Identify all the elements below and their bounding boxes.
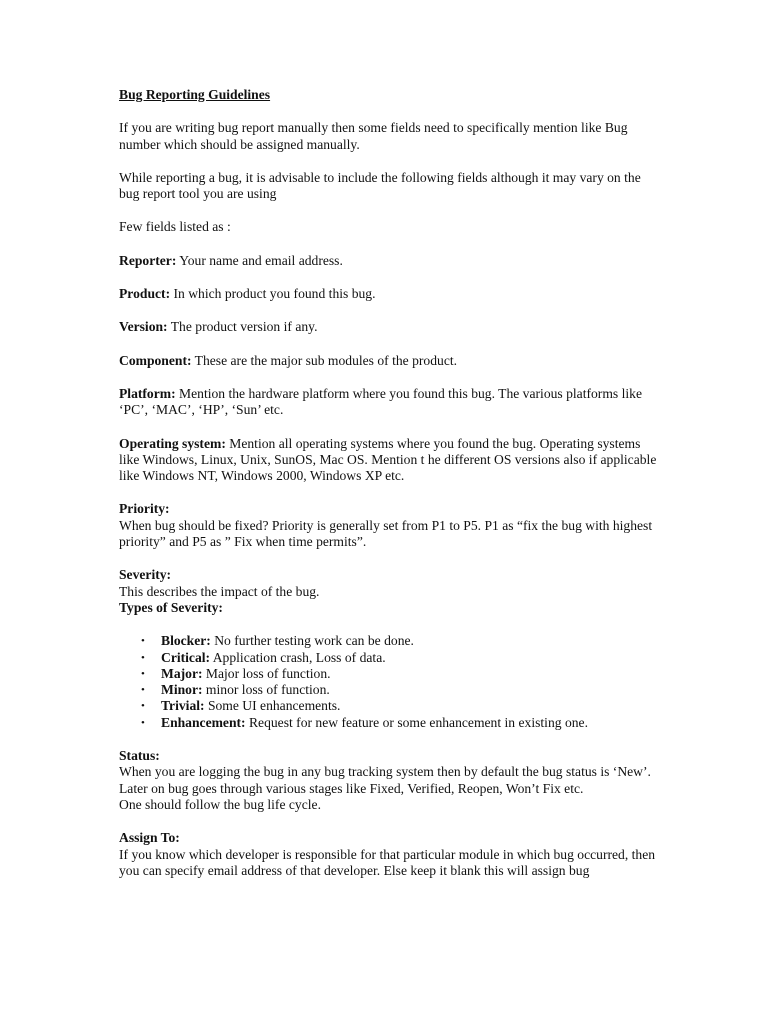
document-title: Bug Reporting Guidelines — [119, 87, 271, 102]
bullet-icon: • — [141, 700, 145, 713]
field-platform — [119, 386, 659, 419]
item-text: Major loss of function. — [202, 665, 331, 681]
item-label: Critical: — [161, 649, 211, 665]
list-item — [119, 682, 659, 698]
item-text: Application crash, Loss of data. — [210, 649, 386, 665]
intro-paragraph-2: While reporting a bug, it is advisable to include the following fields although it may vary on the bug report tool you are using — [119, 169, 641, 202]
status-heading: Status: — [119, 748, 160, 764]
item-label: Enhancement: — [161, 714, 246, 730]
priority-text: When bug should be fixed? Priority is generally set from P1 to P5. P1 as “fix the bug with highest priority” and P5 as ” Fix when time permits”. — [119, 517, 653, 550]
list-item — [119, 633, 659, 649]
document-page — [119, 87, 659, 879]
intro-paragraph-1: If you are writing bug report manually then some fields need to specifically mention like Bug number which should be assigned manually. — [119, 120, 628, 152]
list-item — [119, 698, 659, 714]
field-component — [119, 353, 659, 369]
item-label: Trivial: — [161, 698, 205, 714]
item-label: Major: — [161, 665, 203, 681]
field-reporter — [119, 253, 659, 269]
assign-section — [119, 830, 659, 879]
item-text: Some UI enhancements. — [204, 698, 341, 714]
field-text: The product version if any. — [167, 319, 318, 335]
priority-heading: Priority: — [119, 501, 170, 517]
assign-text: If you know which developer is responsible for that particular module in which bug occurred, then you can specify email address of that developer. Else keep it blank this will assign bug — [119, 846, 656, 878]
field-operating-system — [119, 436, 659, 485]
item-label: Blocker: — [161, 633, 211, 649]
status-section — [119, 748, 659, 813]
severity-section — [119, 567, 659, 731]
severity-types-heading: Types of Severity: — [119, 599, 223, 615]
intro-paragraph-3: Few fields listed as : — [119, 219, 231, 235]
field-text: These are the major sub modules of the product. — [191, 352, 458, 368]
field-label: Platform: — [119, 385, 176, 401]
severity-list — [119, 633, 659, 731]
assign-heading: Assign To: — [119, 830, 180, 846]
bullet-icon: • — [141, 667, 145, 680]
field-text: Mention all operating systems where you found the bug. Operating systems like Windows, Linux, Unix, SunOS, Mac OS. Mention t he different OS versions also if applicable like Windows NT, Windows 2000, Windows XP etc. — [119, 435, 657, 484]
list-item — [119, 715, 659, 731]
status-line-2: Later on bug goes through various stages like Fixed, Verified, Reopen, Won’t Fix etc. — [119, 780, 584, 796]
status-line-1: When you are logging the bug in any bug tracking system then by default the bug status is ‘New’. — [119, 764, 651, 780]
bullet-icon: • — [141, 716, 145, 729]
field-product — [119, 286, 659, 302]
priority-section — [119, 501, 659, 550]
item-label: Minor: — [161, 682, 203, 698]
field-text: Mention the hardware platform where you found this bug. The various platforms like ‘PC’, ‘MAC’, ‘HP’, ‘Sun’ etc. — [119, 385, 642, 418]
field-label: Version: — [119, 319, 168, 335]
item-text: Request for new feature or some enhancement in existing one. — [245, 714, 588, 730]
field-version — [119, 319, 659, 335]
field-text: Your name and email address. — [176, 252, 343, 268]
status-line-3: One should follow the bug life cycle. — [119, 796, 321, 812]
item-text: minor loss of function. — [202, 682, 330, 698]
list-item — [119, 650, 659, 666]
field-label: Operating system: — [119, 435, 226, 451]
list-item — [119, 666, 659, 682]
bullet-icon: • — [141, 651, 145, 664]
field-text: In which product you found this bug. — [170, 286, 376, 302]
bullet-icon: • — [141, 635, 145, 648]
field-label: Product: — [119, 286, 171, 302]
item-text: No further testing work can be done. — [210, 633, 414, 649]
bullet-icon: • — [141, 684, 145, 697]
severity-text: This describes the impact of the bug. — [119, 583, 320, 599]
severity-heading: Severity: — [119, 567, 172, 583]
field-label: Component: — [119, 352, 192, 368]
field-label: Reporter: — [119, 252, 177, 268]
